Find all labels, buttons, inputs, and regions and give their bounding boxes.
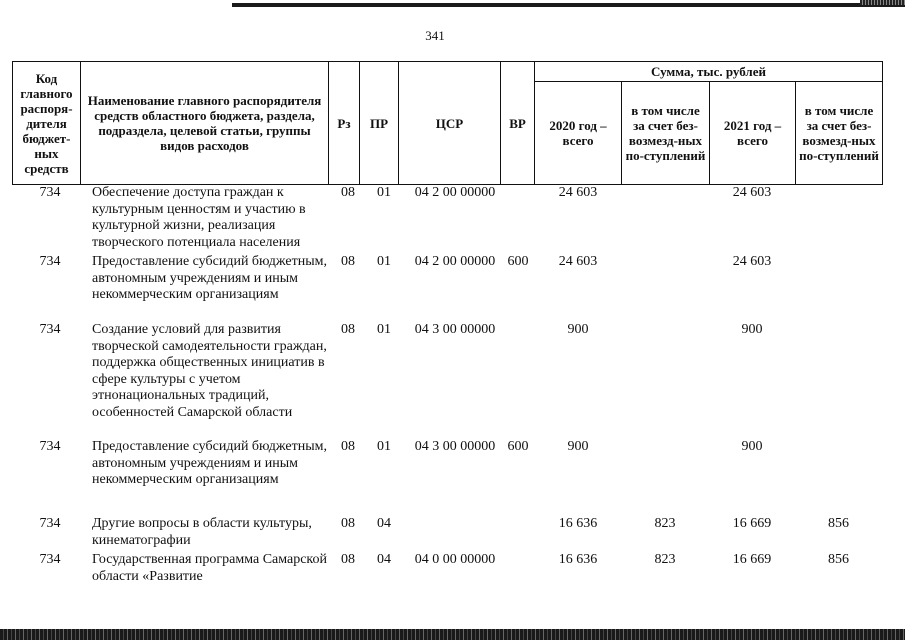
cell-2021-total: 16 669	[732, 552, 772, 567]
cell-code: 734	[39, 254, 61, 269]
page-number: 341	[425, 28, 445, 43]
cell-2020-total: 24 603	[558, 254, 598, 269]
cell-2020-total: 24 603	[558, 185, 598, 200]
header-pr: ПР	[360, 62, 399, 185]
cell-name: Государственная программа Самарской области «Развитие	[92, 552, 328, 584]
cell-code: 734	[39, 516, 61, 531]
header-name: Наименование главного распорядителя средств областного бюджета, раздела, подраздела, целевой статьи, группы видов расходов	[81, 62, 329, 185]
header-code: Код главного распоря-дителя бюджет-ных средств	[13, 62, 81, 185]
cell-2020-total: 900	[567, 439, 589, 454]
cell-code: 734	[39, 322, 61, 337]
cell-csr: 04 3 00 00000	[414, 439, 496, 454]
header-sum: Сумма, тыс. рублей	[535, 62, 883, 82]
cell-name: Предоставление субсидий бюджетным, автономным учреждениям и иным некоммерческим организациям	[92, 254, 328, 302]
scan-edge-bottom	[0, 629, 905, 640]
cell-code: 734	[39, 185, 61, 200]
cell-rz: 08	[341, 516, 355, 531]
cell-csr: 04 3 00 00000	[414, 322, 496, 337]
cell-2020-free: 823	[654, 552, 676, 567]
cell-2020-free: 823	[654, 516, 676, 531]
cell-pr: 04	[377, 516, 391, 531]
cell-pr: 01	[377, 254, 391, 269]
cell-csr: 04 2 00 00000	[414, 254, 496, 269]
cell-2021-free: 856	[828, 552, 849, 567]
cell-name: Другие вопросы в области культуры, кинематографии	[92, 516, 312, 548]
header-csr: ЦСР	[399, 62, 501, 185]
header-vr: ВР	[501, 62, 535, 185]
header-2021-total: 2021 год – всего	[710, 82, 796, 185]
cell-name: Предоставление субсидий бюджетным, автономным учреждениям и иным некоммерческим организациям	[92, 439, 328, 487]
scan-edge-top	[232, 3, 905, 7]
cell-vr: 600	[507, 439, 529, 454]
scan-edge-top-right	[860, 0, 905, 5]
cell-rz: 08	[341, 254, 355, 269]
cell-name: Создание условий для развития творческой самодеятельности граждан, поддержка общественных инициатив в сфере культуры с учетом этнонациональных традиций, особенностей Самарской области	[92, 322, 327, 420]
cell-2021-total: 24 603	[732, 185, 772, 200]
cell-2021-total: 24 603	[732, 254, 772, 269]
cell-rz: 08	[341, 552, 355, 567]
cell-code: 734	[39, 552, 61, 567]
cell-2020-total: 900	[567, 322, 589, 337]
cell-csr: 04 2 00 00000	[414, 185, 496, 200]
table-header	[12, 61, 883, 185]
cell-csr: 04 0 00 00000	[414, 552, 496, 567]
cell-pr: 04	[377, 552, 391, 567]
header-rz: Рз	[329, 62, 360, 185]
cell-rz: 08	[341, 322, 355, 337]
cell-2021-free: 856	[828, 516, 849, 531]
header-2021-free: в том числе за счет без-возмезд-ных по-ступлений	[796, 82, 883, 185]
cell-name: Обеспечение доступа граждан к культурным ценностям и участию в культурной жизни, реализация творческого потенциала населения	[92, 185, 306, 250]
cell-2021-total: 900	[741, 322, 763, 337]
cell-pr: 01	[377, 185, 391, 200]
cell-2020-total: 16 636	[558, 552, 598, 567]
header-2020-free: в том числе за счет без-возмезд-ных по-ступлений	[622, 82, 710, 185]
cell-pr: 01	[377, 439, 391, 454]
cell-rz: 08	[341, 185, 355, 200]
cell-2021-total: 900	[741, 439, 763, 454]
cell-vr: 600	[507, 254, 529, 269]
cell-2020-total: 16 636	[558, 516, 598, 531]
cell-2021-total: 16 669	[732, 516, 772, 531]
cell-rz: 08	[341, 439, 355, 454]
header-2020-total: 2020 год – всего	[535, 82, 622, 185]
cell-pr: 01	[377, 322, 391, 337]
cell-code: 734	[39, 439, 61, 454]
